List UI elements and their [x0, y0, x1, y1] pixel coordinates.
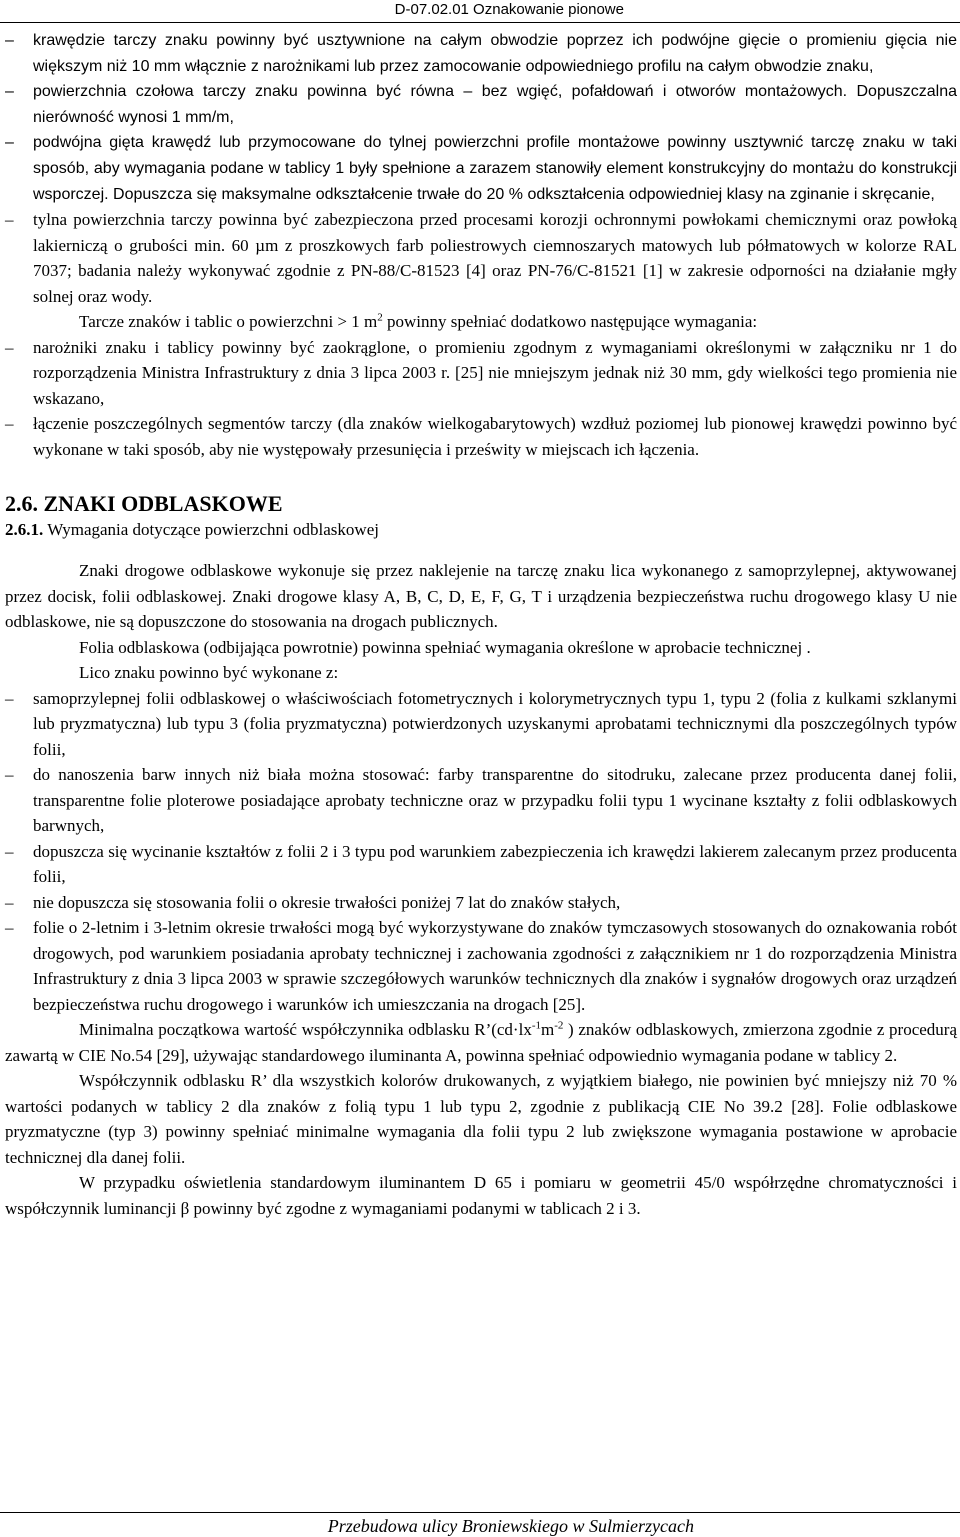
footer-text: Przebudowa ulicy Broniewskiego w Sulmierzycach	[327, 1516, 694, 1536]
subsection-heading: 2.6.1. Wymagania dotyczące powierzchni odblaskowej	[5, 520, 379, 540]
list-item	[5, 28, 957, 79]
list-item-text: łączenie poszczególnych segmentów tarczy (dla znaków wielkogabarytowych) wzdłuż poziomej lub pionowej krawędzi powinno być wykonane w taki sposób, aby nie występowały przesunięcia i prześwity w miejscach ich łączenia.	[33, 414, 957, 459]
list-item	[5, 207, 957, 309]
list-item-text: podwójna gięta krawędź lub przymocowane do tylnej powierzchni profile montażowe powinny usztywnić tarczę znaku w taki sposób, aby wymagania podane w tablicy 1 były spełnione a zarazem stanowiły element konstrukcyjny do montażu do konstrukcji wsporczej. Dopuszcza się maksymalne odkształcenie trwałe do 20 % odkształcenia odpowiedniej klasy na zginanie i skręcanie,	[33, 134, 957, 203]
list-item	[5, 890, 957, 916]
list-item-text: nie dopuszcza się stosowania folii o okresie trwałości poniżej 7 lat do znaków stałych,	[33, 892, 621, 912]
list-item-text: narożniki znaku i tablicy powinny być zaokrąglone, o promieniu zgodnym z wymaganiami określonymi w załączniku nr 1 do rozporządzenia Ministra Infrastruktury z dnia 3 lipca 2003 r. [25] nie mniejszym jednak niż 30 mm, gdy wielkości tego promienia nie wskazano,	[33, 337, 957, 408]
list-item-text: dopuszcza się wycinanie kształtów z folii 2 i 3 typu pod warunkiem zabezpieczenia ich krawędzi lakierem zalecanym przez producenta folii,	[33, 841, 957, 887]
dash-bullet: –	[5, 134, 14, 152]
list-item-text: krawędzie tarczy znaku powinny być usztywnione na całym obwodzie poprzez ich podwójne gięcie o promieniu gięcia nie większym niż 10 mm włącznie z narożnikami lub przez zamocowanie odpowiedniego profilu na całym obwodzie znaku,	[33, 32, 957, 75]
page-header-title: D-07.02.01 Oznakowanie pionowe	[394, 1, 624, 18]
list-item	[5, 335, 957, 412]
list-item-text: powierzchnia czołowa tarczy znaku powinna być równa – bez wgięć, pofałdowań i otworów montażowych. Dopuszczalna nierówność wynosi 1 mm/m,	[33, 83, 957, 126]
dash-bullet: –	[5, 892, 14, 912]
list-item	[5, 915, 957, 1017]
list-item-text: tylna powierzchnia tarczy powinna być zabezpieczona przed procesami korozji ochronnymi powłokami chemicznymi oraz powłoką lakierniczą o grubości min. 60 µm z proszkowych farb poliestrowych ciemnoszarych matowych lub półmatowych w kolorze RAL 7037; badania należy wykonywać zgodnie z PN-88/C-81523 [4] oraz PN-76/C-81521 [1] w zakresie odporności na działanie mgły solnej oraz wody.	[33, 210, 957, 306]
list-item	[5, 411, 957, 462]
paragraph: Folia odblaskowa (odbijająca powrotnie) powinna spełniać wymagania określone w aprobacie technicznej .	[79, 637, 811, 657]
dash-bullet: –	[5, 765, 14, 785]
dash-bullet: –	[5, 688, 14, 708]
footer-rule	[0, 1512, 960, 1513]
list-item	[5, 130, 957, 207]
dash-bullet: –	[5, 414, 14, 434]
list-item-text: folie o 2-letnim i 3-letnim okresie trwałości mogą być wykorzystywane do znaków tymczasowych stosowanych do oznakowania robót drogowych, pod warunkiem posiadania aprobaty technicznej i zachowania zgodności z załącznikiem nr 1 do rozporządzenia Ministra Infrastruktury z dnia 3 lipca 2003 w sprawie szczegółowych warunków technicznych dla znaków i sygnałów drogowych oraz urządzeń bezpieczeństwa ruchu drogowego i warunków ich umieszczania na drogach [25].	[33, 918, 957, 1014]
dash-bullet: –	[5, 918, 14, 938]
document-body	[5, 28, 957, 1221]
min-coefficient-paragraph: Minimalna początkowa wartość współczynnika odblasku $R’(cd\cdot lx^{-1}m^{-2}$ ) znaków odblaskowych, zmierzona zgodnie z procedurą zawartą w CIE No.54 [29], używając standardowego iluminanta A, powinna spełniać odpowiednio wymagania podane w tablicy 2.	[5, 1019, 958, 1065]
paragraph: W przypadku oświetlenia standardowym iluminantem D 65 i pomiaru w geometrii 45/0 współrzędne chromatyczności i współczynnik luminancji β powinny być zgodne z wymaganiami podanymi w tablicach 2 i 3.	[5, 1173, 957, 1218]
list-item	[5, 839, 957, 890]
list-item	[5, 79, 957, 130]
dash-bullet: –	[5, 83, 14, 101]
header-rule	[0, 22, 960, 23]
list-item-text: samoprzylepnej folii odblaskowej o właściwościach fotometrycznych i kolorymetrycznych typu 1, typu 2 (folia z kulkami szklanymi lub pryzmatyczna) lub typu 3 (folia pryzmatyczna) potwierdzonych uzyskanymi aprobatami technicznymi dla poszczególnych typów folii,	[33, 688, 957, 759]
dash-bullet: –	[5, 337, 14, 357]
list-item-text: do nanoszenia barw innych niż biała można stosować: farby transparentne do sitodruku, zalecane przez producenta danej folii, transparentne folie ploterowe posiadające aprobaty techniczne oraz w przypadku folii typu 1 wycinane kształty z folii odblaskowych barwnych,	[33, 765, 957, 836]
dash-bullet: –	[5, 32, 14, 49]
list-item	[5, 762, 957, 839]
paragraph: Lico znaku powinno być wykonane z:	[79, 663, 339, 683]
paragraph: Współczynnik odblasku R’ dla wszystkich kolorów drukowanych, z wyjątkiem białego, nie powinien być mniejszy niż 70 % wartości podanych w tablicy 2 dla znaków z folią typu 1 lub typu 2, zgodnie z publikacją CIE No 39.2 [28]. Folie odblaskowe pryzmatyczne (typ 3) powinny spełniać minimalne wymagania dla folii typu 2 lub zwiększone wymagania postawione w aprobacie technicznej dla danej folii.	[5, 1071, 957, 1167]
section-heading: 2.6. ZNAKI ODBLASKOWE	[5, 491, 283, 517]
large-signs-intro: Tarcze znaków i tablic o powierzchni > 1 $m^2$ powinny spełniać dodatkowo następujące wymagania:	[79, 311, 758, 332]
dash-bullet: –	[5, 841, 14, 861]
dash-bullet: –	[5, 210, 14, 230]
paragraph: Znaki drogowe odblaskowe wykonuje się przez naklejenie na tarczę znaku lica wykonanego z samoprzylepnej, aktywowanej przez docisk, folii odblaskowej. Znaki drogowe klasy A, B, C, D, E, F, G, T i urządzenia bezpieczeństwa ruchu drogowego klasy U nie odblaskowe, nie są dopuszczone do stosowania na drogach publicznych.	[5, 561, 957, 632]
page-footer	[0, 1507, 960, 1537]
list-item	[5, 686, 957, 763]
